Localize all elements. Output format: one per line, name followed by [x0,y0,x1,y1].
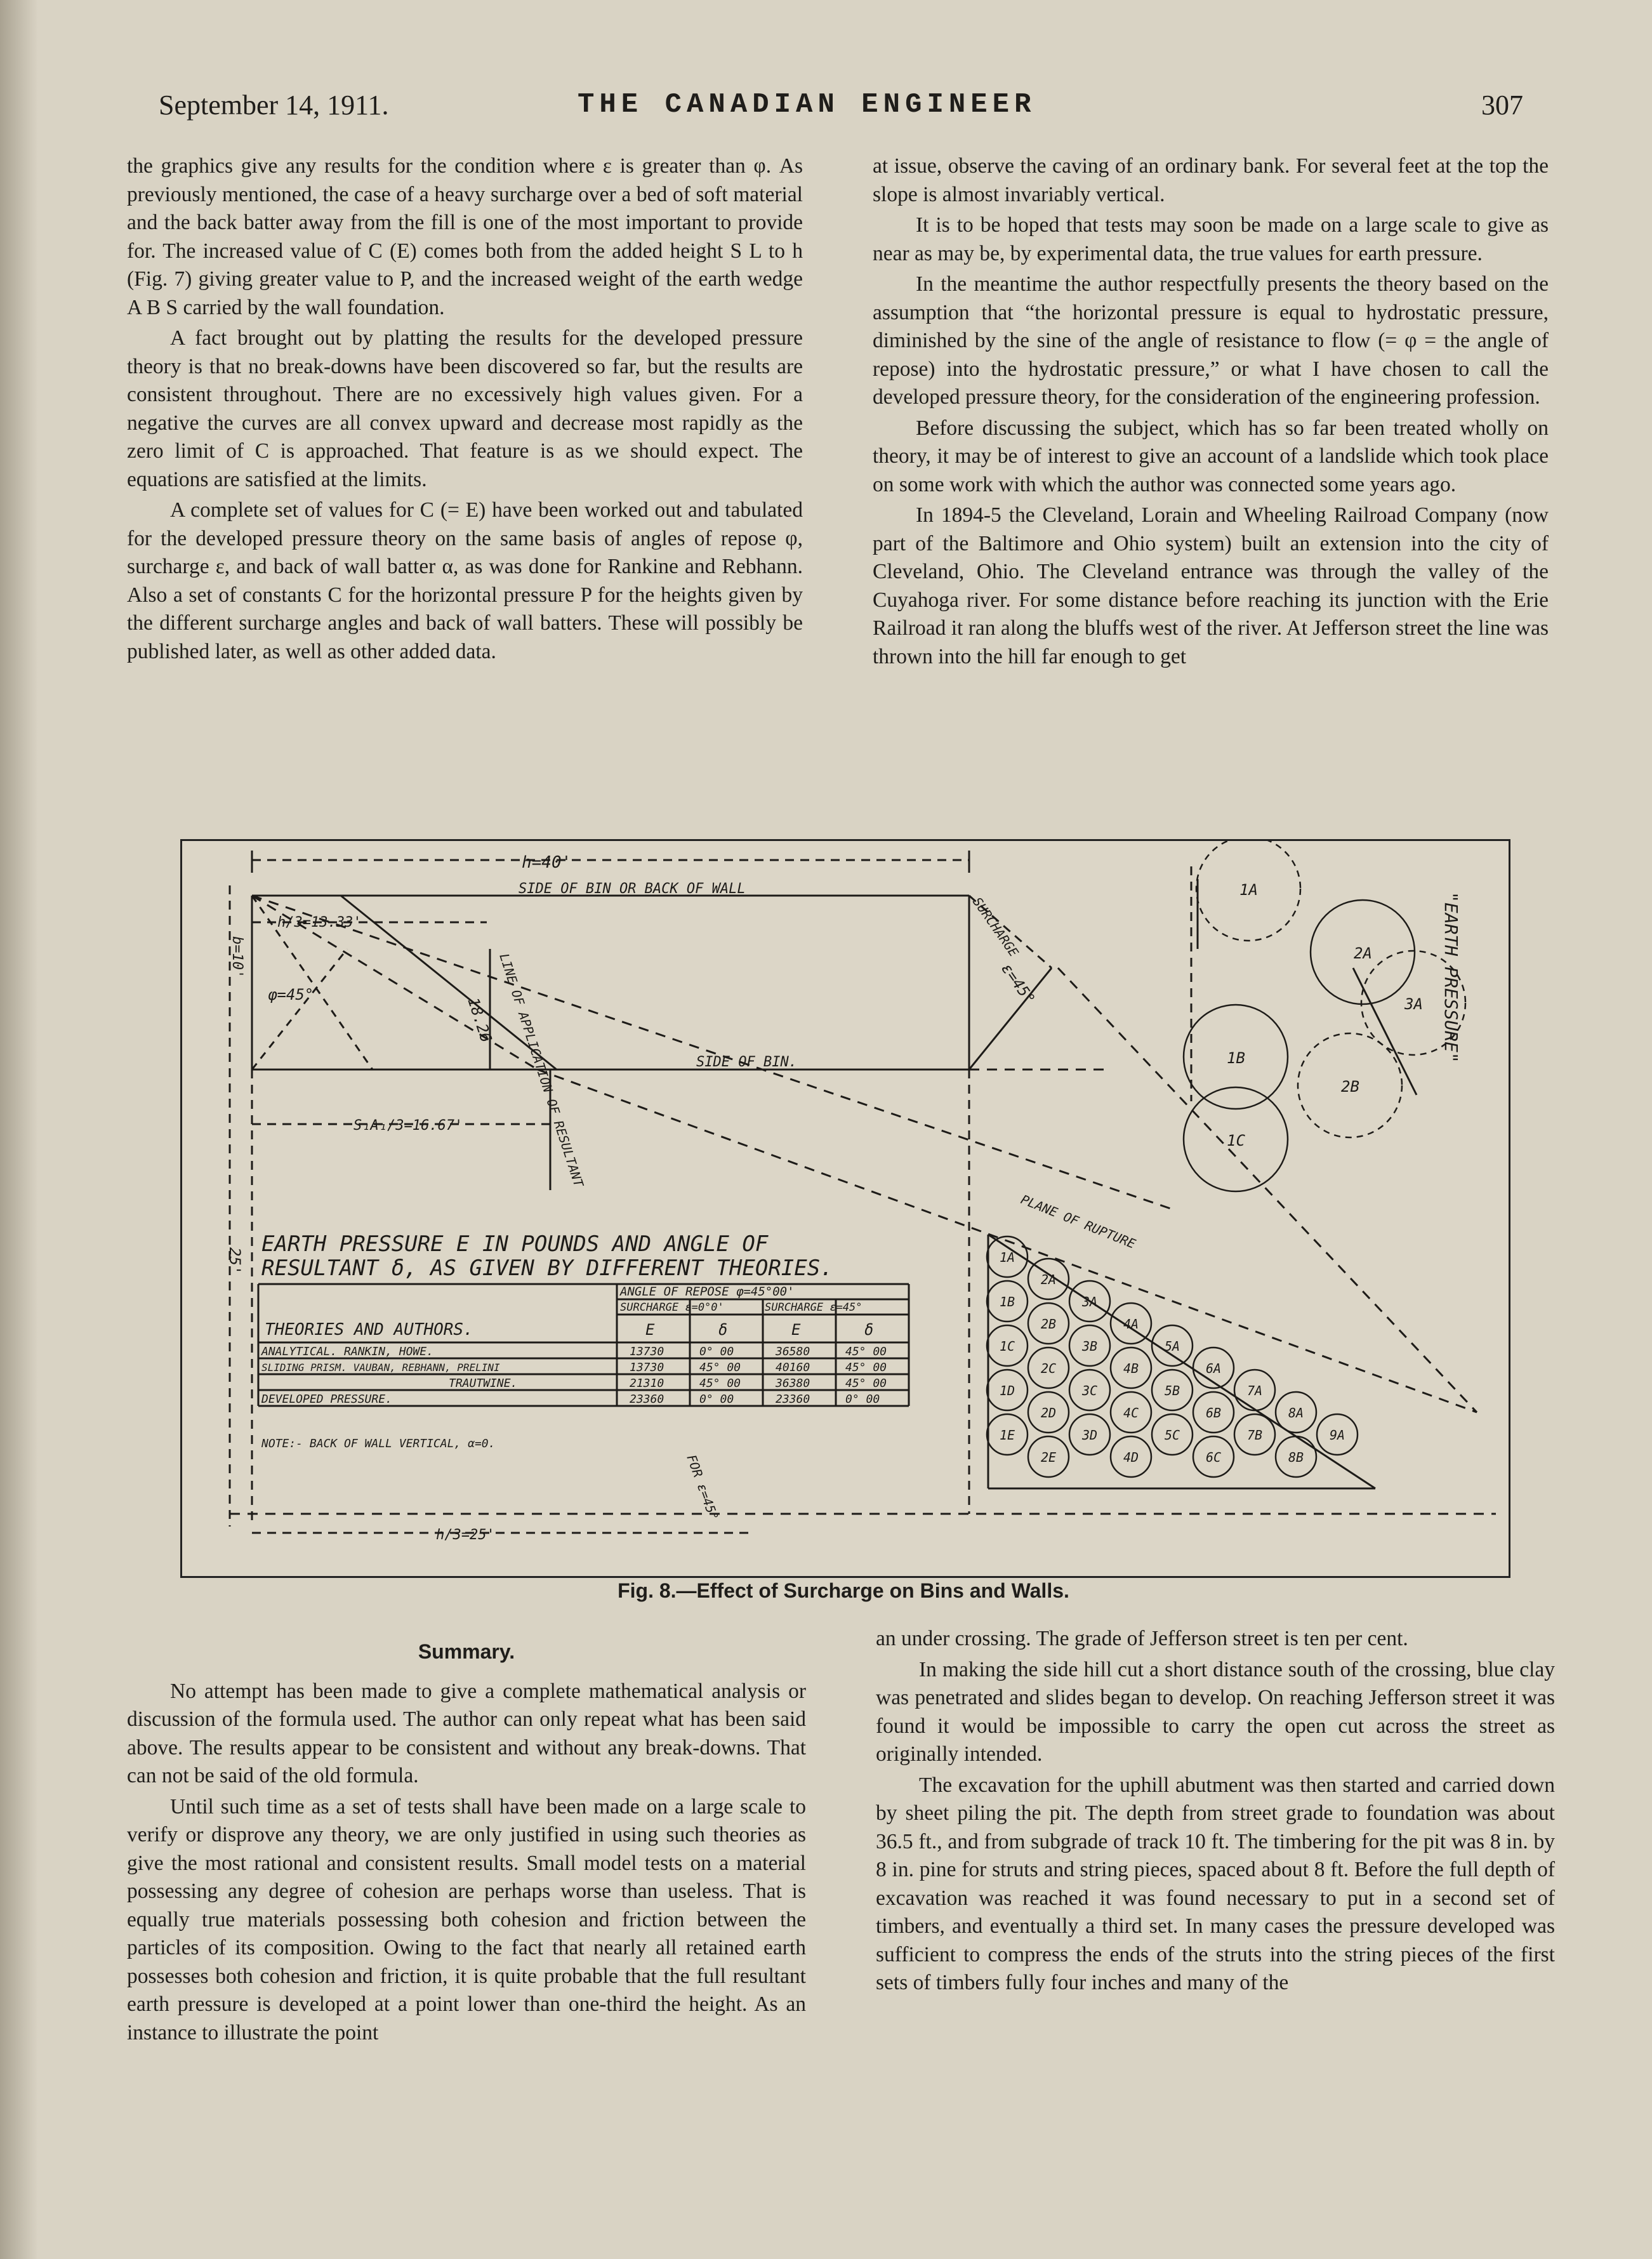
top-circle-label: 1C [1227,1132,1245,1149]
table-row-name: ANALYTICAL. RANKIN, HOWE. [261,1345,433,1358]
stack-circle-label: 3A [1082,1294,1098,1309]
resultant-slant [341,896,557,1070]
stack-circle-label: 2B [1041,1316,1057,1332]
label-for-eps: FOR ε=45° [684,1452,722,1523]
stack-circle-label: 6C [1206,1450,1222,1465]
table-row-name: DEVELOPED PRESSURE. [261,1393,392,1406]
header-date: September 14, 1911. [159,89,389,121]
stack-circle-label: 4D [1123,1450,1139,1465]
table-cell: 45° 00 [699,1361,741,1374]
label-earth-pressure: "EARTH PRESSURE" [1441,892,1462,1063]
stack-circle-label: 2A [1041,1272,1057,1287]
stack-circle-label: 7B [1247,1428,1263,1443]
table-cell: 13730 [630,1361,664,1374]
paragraph: No attempt has been made to give a complete mathematical analysis or discussion of the formula used. The author can only repeat what has been said above. The results appear to be consistent and without any break-downs. That can not be said of the old formula. [127,1679,806,1787]
table-sub-a: SURCHARGE ε=0°0' [620,1301,724,1314]
table-cell: 21310 [630,1377,664,1390]
table-row-name: TRAUTWINE. [449,1377,518,1390]
table-cell: 45° 00 [845,1361,887,1374]
stack-circle-label: 3B [1082,1339,1098,1354]
figure-drawing [182,841,1509,1576]
stack-circle-label: 3D [1082,1428,1098,1443]
table-title-line-1: EARTH PRESSURE E IN POUNDS AND ANGLE OF [261,1231,769,1257]
table-cell: 23360 [776,1393,810,1406]
label-h40: h=40' [522,853,572,872]
top-circle-label: 1A [1239,881,1258,899]
summary-heading: Summary. [418,1640,515,1663]
stack-circle-label: 9A [1330,1428,1345,1443]
stack-circle-label: 1B [1000,1294,1015,1309]
table-cell: 36380 [776,1377,810,1390]
stack-circle-label: 1C [1000,1339,1015,1354]
paragraph: In the meantime the author respectfully presents the theory based on the assumption that “the horizontal pressure is equal to hydrostatic pressure, diminished by the sine of the angle of resistance to flow (= φ = the angle of repose) into the hydrostatic pressure,” or what I have chosen to call the developed pressure theory, for the consideration of the engineering profession. [873,272,1549,409]
top-circle-label: 2B [1341,1078,1359,1096]
stack-circle-label: 2E [1041,1450,1057,1465]
column-top-left [127,152,803,668]
table-cell: 40160 [776,1361,810,1374]
top-circle-label: 2A [1354,944,1372,962]
table-header-group: ANGLE OF REPOSE φ=45°00' [620,1285,795,1299]
table-cell: 45° 00 [699,1377,741,1390]
table-theories-head: THEORIES AND AUTHORS. [265,1320,473,1339]
wedge-dash-2 [252,949,347,1070]
label-side-back-wall: SIDE OF BIN OR BACK OF WALL [519,881,746,897]
stack-circle-label: 5A [1165,1339,1180,1354]
table-row-name: SLIDING PRISM. VAUBAN, REBHANN, PRELINI [261,1361,500,1374]
stack-circle-label: 1D [1000,1383,1015,1398]
paragraph: A fact brought out by platting the results for the developed pressure theory is that no break-downs have been discovered so far, but the results are consistent throughout. There are no excessively high values given. For a negative the curves are all convex upward and decrease most rapidly as the zero limit of C is approached. That feature is as we should expect. The equations are satisfied at the limits. [127,326,803,491]
journal-title: THE CANADIAN ENGINEER [578,89,1036,121]
pressure-line [1353,968,1417,1095]
paragraph: Until such time as a set of tests shall have been made on a large scale to verify or disprove any theory, we are only justified in using such theories as give the most rational and consistent results. Small model tests on a material possessing any degree of cohesion are perhaps worse than useless. That is equally true materials possessing both cohesion and friction between the particles of its composition. Owing to the fact that nearly all retained earth possesses both cohesion and friction, it is quite probable that the full resultant earth pressure is developed at a point lower than one-third the height. As an instance to illustrate the point [127,1794,806,2044]
label-side-of-bin: SIDE OF BIN. [696,1054,797,1070]
table-cell: 13730 [630,1345,664,1358]
stack-circle-label: 6A [1206,1361,1222,1376]
stack-circle-label: 7A [1247,1383,1263,1398]
table-col-d1: δ [718,1321,728,1339]
stack-circle-label: 8B [1288,1450,1304,1465]
table-cell: 45° 00 [845,1345,887,1358]
stack-circle-label: 2C [1041,1361,1057,1376]
column-bottom-left [127,1638,806,2050]
table-cell: 0° 00 [699,1393,734,1406]
paragraph: at issue, observe the caving of an ordinary bank. For several feet at the top the slope is almost invariably vertical. [873,154,1549,206]
stack-circle-label: 6B [1206,1405,1222,1421]
top-circle-label: 3A [1404,995,1423,1013]
stack-circle-label: 1E [1000,1428,1015,1443]
table-cell: 0° 00 [699,1345,734,1358]
table-note: NOTE:- BACK OF WALL VERTICAL, α=0. [261,1437,496,1450]
table-cell: 23360 [630,1393,664,1406]
label-h3: h/3=13.33' [277,915,362,931]
table-cell: 0° 00 [845,1393,880,1406]
paragraph: the graphics give any results for the condition where ε is greater than φ. As previously mentioned, the case of a heavy surcharge over a bed of soft material and the back batter away from the fill is one of the most important to provide for. The increased value of C (E) comes both from the added height S L to h (Fig. 7) giving greater value to P, and the increased weight of the earth wedge A B S carried by the wall foundation. [127,154,803,319]
plane-rupture-line [1058,968,1477,1412]
stack-circle-label: 4B [1123,1361,1139,1376]
figure-caption: Fig. 8.—Effect of Surcharge on Bins and Walls. [618,1579,1069,1602]
paragraph: Before discussing the subject, which has so far been treated wholly on theory, it may be of interest to give an account of a landslide which took place on some work with which the author was connected some years ago. [873,416,1549,496]
label-s1a1: S₁A₁/3=16.67' [354,1118,463,1134]
label-18-26: 18.26 [464,995,496,1045]
label-eps: ε=45° [998,960,1039,1008]
table-cell: 36580 [776,1345,810,1358]
table-sub-b: SURCHARGE ε=45° [765,1301,862,1314]
label-b10: b=10' [229,936,245,979]
table-col-d2: δ [864,1321,874,1339]
paragraph: In making the side hill cut a short distance south of the crossing, blue clay was penetrated and slides began to develop. On reaching Jefferson street it was found it would be impossible to carry the open cut across the street as originally intended. [876,1657,1555,1766]
label-line-application: LINE OF APPLICATION OF RESULTANT [496,951,587,1189]
stack-circle-label: 8A [1288,1405,1304,1421]
stack-circle-label: 1A [1000,1250,1015,1265]
stack-circle-label: 5C [1165,1428,1180,1443]
figure-8 [180,839,1510,1578]
label-h325: h/3=25' [436,1527,495,1543]
label-phi: φ=45° [268,986,314,1004]
paragraph: It is to be hoped that tests may soon be made on a large scale to give as near as may be, by experimental data, the true values for earth pressure. [873,213,1549,265]
paragraph: A complete set of values for C (= E) have been worked out and tabulated for the developed pressure theory on the same basis of angles of repose φ, surcharge ε, and back of wall batter α, as was done for Rankine and Rebhann. Also a set of constants C for the horizontal pressure P for the heights given by the different surcharge angles and back of wall batters. These will possibly be published later, as well as other added data. [127,498,803,663]
paragraph: In 1894-5 the Cleveland, Lorain and Wheeling Railroad Company (now part of the Baltimore and Ohio system) built an extension into the city of Cleveland, Ohio. The Cleveland entrance was through the valley of the Cuyahoga river. For some distance before reaching its junction with the Erie Railroad it ran along the bluffs west of the river. At Jefferson street the line was thrown into the hill far enough to get [873,503,1549,668]
column-bottom-right [876,1625,1555,2000]
table-col-e2: E [791,1321,801,1339]
label-surcharge: SURCHARGE [969,894,1022,960]
stack-circle-label: 4A [1123,1316,1139,1332]
stack-circle-label: 3C [1082,1383,1098,1398]
table-col-e1: E [645,1321,655,1339]
table-title-line-2: RESULTANT δ, AS GIVEN BY DIFFERENT THEORIES. [261,1255,833,1281]
paragraph: an under crossing. The grade of Jefferson street is ten per cent. [876,1627,1408,1650]
page-binding-shadow [0,0,38,2259]
label-plane-rupture: PLANE OF RUPTURE [1019,1191,1138,1252]
paragraph: The excavation for the uphill abutment was then started and carried down by sheet piling the pit. The depth from street grade to foundation was about 36.5 ft., and from subgrade of track 10 ft. The timbering for the pit was 8 in. by 8 in. pine for struts and string pieces, spaced about 8 ft. Before the full depth of excavation was reached it was found necessary to put in a second set of timbers, and eventually a third set. In many cases the pressure developed was sufficient to compress the ends of the struts into the string pieces of the first sets of timbers fully four inches and many of the [876,1773,1555,1994]
top-circle-label: 1B [1227,1049,1245,1067]
page-header [159,89,1555,133]
stack-circle-label: 4C [1123,1405,1139,1421]
diagonal-dash-3 [252,896,1172,1209]
table-cell: 45° 00 [845,1377,887,1390]
stack-circle-label: 2D [1041,1405,1057,1421]
label-25: 25' [226,1247,244,1275]
stack-circle-label: 5B [1165,1383,1180,1398]
column-top-right [873,152,1549,673]
top-circles [1184,841,1465,1191]
page-number: 307 [1481,89,1523,121]
